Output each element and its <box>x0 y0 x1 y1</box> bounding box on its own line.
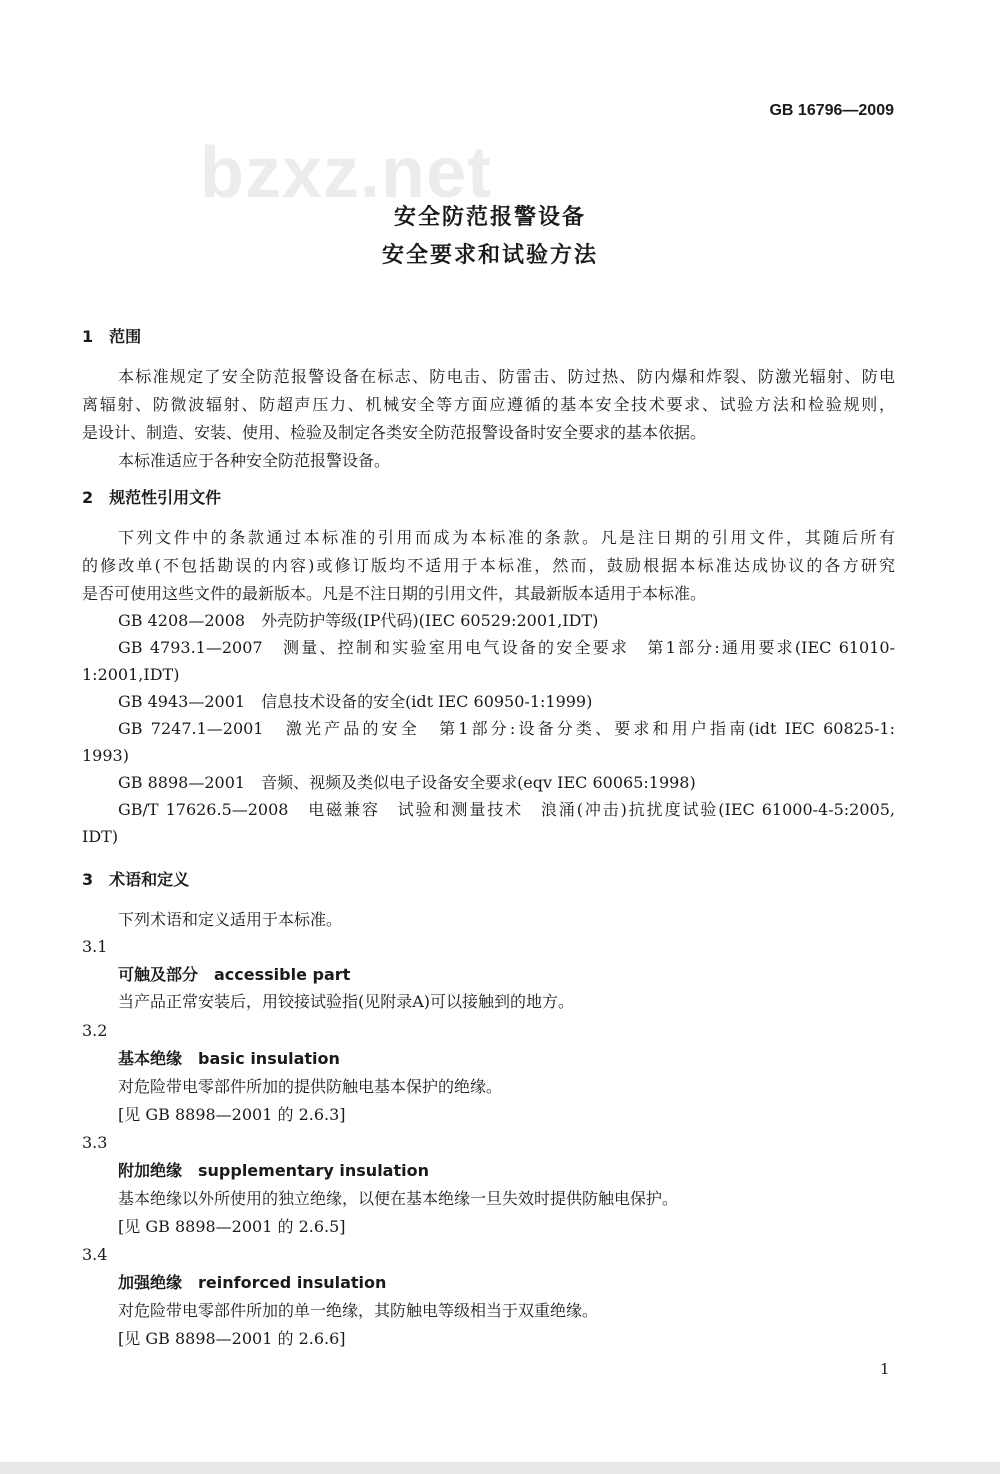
paragraph-line: 下列文件中的条款通过本标准的引用而成为本标准的条款。凡是注日期的引用文件，其随后所有 <box>118 528 895 547</box>
reference-item: GB 7247.1—2001 激光产品的安全 第1部分:设备分类、要求和用户指南(idt IEC 60825-1: <box>118 719 895 738</box>
section-2-heading: 2 规范性引用文件 <box>82 488 222 507</box>
reference-item-cont: 1:2001,IDT) <box>82 665 180 684</box>
paragraph-line: 是设计、制造、安装、使用、检验及制定各类安全防范报警设备时安全要求的基本依据。 <box>82 423 707 442</box>
section-3-heading: 3 术语和定义 <box>82 870 190 889</box>
term-number: 3.4 <box>82 1245 108 1264</box>
term-reference: [见 GB 8898—2001 的 2.6.5] <box>118 1217 346 1236</box>
term-definition: 对危险带电零部件所加的单一绝缘，其防触电等级相当于双重绝缘。 <box>118 1301 599 1320</box>
page-number: 1 <box>880 1360 890 1378</box>
reference-item: GB 4793.1—2007 测量、控制和实验室用电气设备的安全要求 第1部分:通用要求(IEC 61010- <box>118 638 895 657</box>
reference-item-cont: IDT) <box>82 827 119 846</box>
paragraph-line: 是否可使用这些文件的最新版本。凡是不注日期的引用文件，其最新版本适用于本标准。 <box>82 584 707 603</box>
paragraph-line: 本标准适应于各种安全防范报警设备。 <box>118 451 391 470</box>
reference-item: GB 4943—2001 信息技术设备的安全(idt IEC 60950-1:1999) <box>118 692 593 711</box>
reference-item: GB/T 17626.5—2008 电磁兼容 试验和测量技术 浪涌(冲击)抗扰度试验(IEC 61000-4-5:2005, <box>118 800 895 819</box>
term-reference: [见 GB 8898—2001 的 2.6.6] <box>118 1329 346 1348</box>
standard-number: GB 16796—2009 <box>769 102 894 119</box>
reference-item: GB 8898—2001 音频、视频及类似电子设备安全要求(eqv IEC 60065:1998) <box>118 773 696 792</box>
term-number: 3.3 <box>82 1133 108 1152</box>
title-line-2: 安全要求和试验方法 <box>381 243 598 268</box>
section-1-heading: 1 范围 <box>82 327 142 346</box>
term-number: 3.2 <box>82 1021 108 1040</box>
term-definition: 当产品正常安装后，用铰接试验指(见附录A)可以接触到的地方。 <box>118 992 575 1011</box>
term-number: 3.1 <box>82 937 108 956</box>
term-reference: [见 GB 8898—2001 的 2.6.3] <box>118 1105 346 1124</box>
term-name: 基本绝缘 basic insulation <box>118 1049 340 1068</box>
paragraph-line: 离辐射、防微波辐射、防超声压力、机械安全等方面应遵循的基本安全技术要求、试验方法和检验规则， <box>82 395 895 414</box>
title-line-1: 安全防范报警设备 <box>393 205 586 230</box>
paragraph-line: 本标准规定了安全防范报警设备在标志、防电击、防雷击、防过热、防内爆和炸裂、防激光辐射、防电 <box>118 367 895 386</box>
section-3-intro: 下列术语和定义适用于本标准。 <box>118 910 343 929</box>
term-name: 附加绝缘 supplementary insulation <box>118 1161 429 1180</box>
reference-item-cont: 1993) <box>82 746 129 765</box>
term-name: 可触及部分 accessible part <box>118 965 351 984</box>
paragraph-line: 的修改单(不包括勘误的内容)或修订版均不适用于本标准，然而，鼓励根据本标准达成协议的各方研究 <box>82 556 895 575</box>
term-definition: 基本绝缘以外所使用的独立绝缘，以便在基本绝缘一旦失效时提供防触电保护。 <box>118 1189 679 1208</box>
page-bottom-edge <box>0 1462 1000 1474</box>
term-definition: 对危险带电零部件所加的提供防触电基本保护的绝缘。 <box>118 1077 503 1096</box>
reference-item: GB 4208—2008 外壳防护等级(IP代码)(IEC 60529:2001,IDT) <box>118 611 599 630</box>
term-name: 加强绝缘 reinforced insulation <box>118 1273 387 1292</box>
watermark: bzxz.net <box>200 133 493 213</box>
